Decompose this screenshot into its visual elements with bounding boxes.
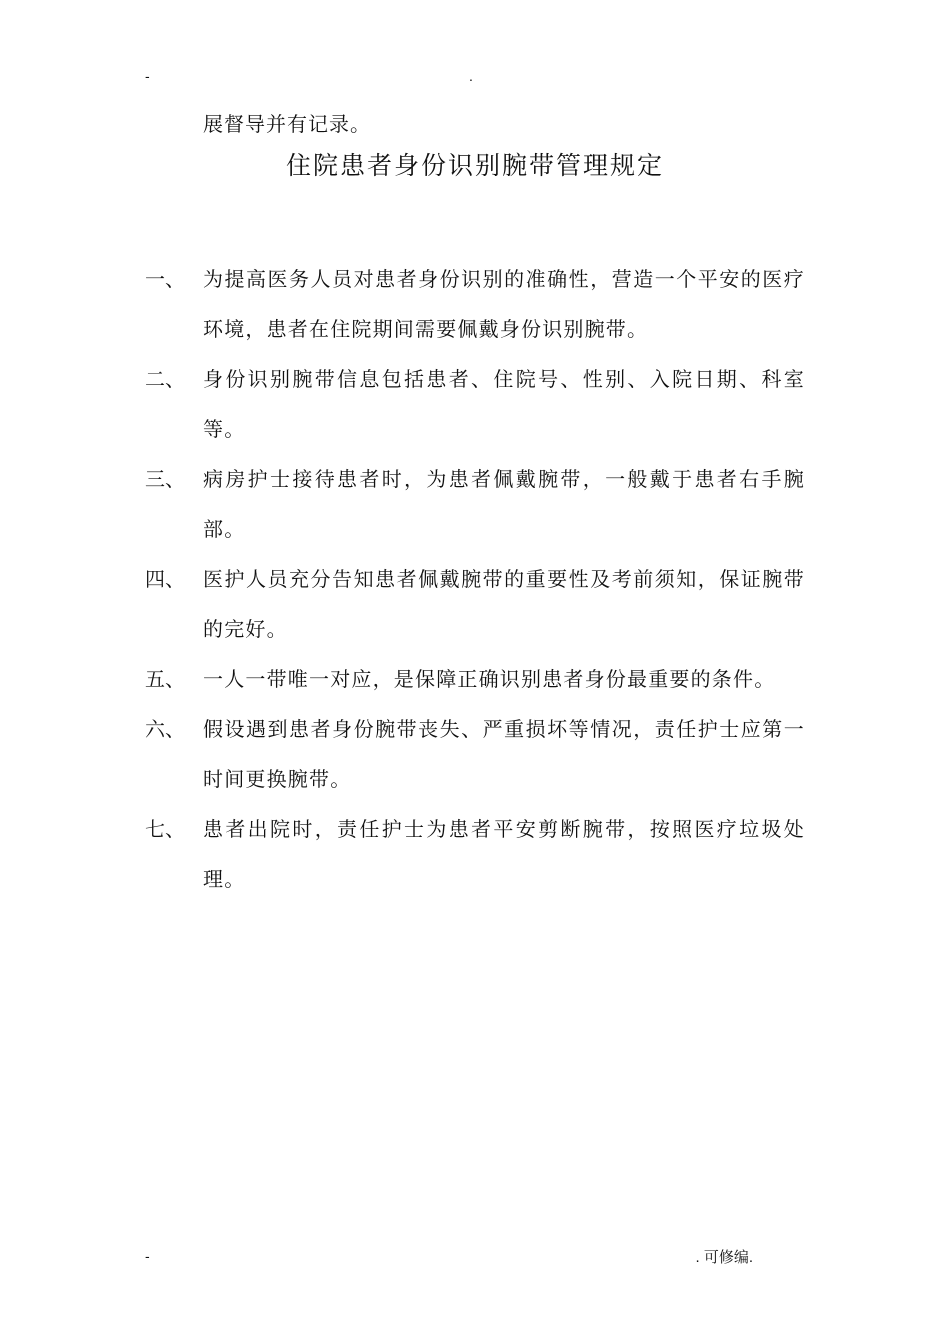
document-title-text: 住院患者身份识别腕带管理规定 <box>285 151 664 180</box>
regulation-item-5 <box>145 654 805 704</box>
regulation-item-6 <box>145 704 805 804</box>
regulation-item-2 <box>145 354 805 454</box>
item-text: 医护人员充分告知患者佩戴腕带的重要性及考前须知，保证腕带的完好。 <box>203 567 805 641</box>
item-number: 六、 <box>145 717 185 741</box>
item-number: 七、 <box>145 817 185 841</box>
item-text: 为提高医务人员对患者身份识别的准确性，营造一个平安的医疗环境，患者在住院期间需要佩戴身份识别腕带。 <box>203 267 805 341</box>
item-number: 二、 <box>145 367 185 391</box>
regulation-list <box>145 254 805 904</box>
item-number: 五、 <box>145 667 185 691</box>
regulation-item-7 <box>145 804 805 904</box>
header-center-mark: . <box>469 68 473 84</box>
item-text: 身份识别腕带信息包括患者、住院号、性别、入院日期、科室等。 <box>203 367 805 441</box>
header-left-mark: - <box>145 68 150 84</box>
footer-note: . 可修编. <box>695 1249 753 1266</box>
item-text: 病房护士接待患者时，为患者佩戴腕带，一般戴于患者右手腕部。 <box>203 467 805 541</box>
item-number: 三、 <box>145 467 185 491</box>
item-number: 四、 <box>145 567 185 591</box>
regulation-item-1 <box>145 254 805 354</box>
item-text: 患者出院时，责任护士为患者平安剪断腕带，按照医疗垃圾处理。 <box>203 817 805 891</box>
footer-left-mark: - <box>145 1248 150 1264</box>
document-title <box>0 146 950 182</box>
item-text: 假设遇到患者身份腕带丧失、严重损坏等情况，责任护士应第一时间更换腕带。 <box>203 717 805 791</box>
continuation-text: 展督导并有记录。 <box>203 112 371 136</box>
item-number: 一、 <box>145 267 185 291</box>
item-text: 一人一带唯一对应，是保障正确识别患者身份最重要的条件。 <box>203 667 776 691</box>
regulation-item-4 <box>145 554 805 654</box>
regulation-item-3 <box>145 454 805 554</box>
